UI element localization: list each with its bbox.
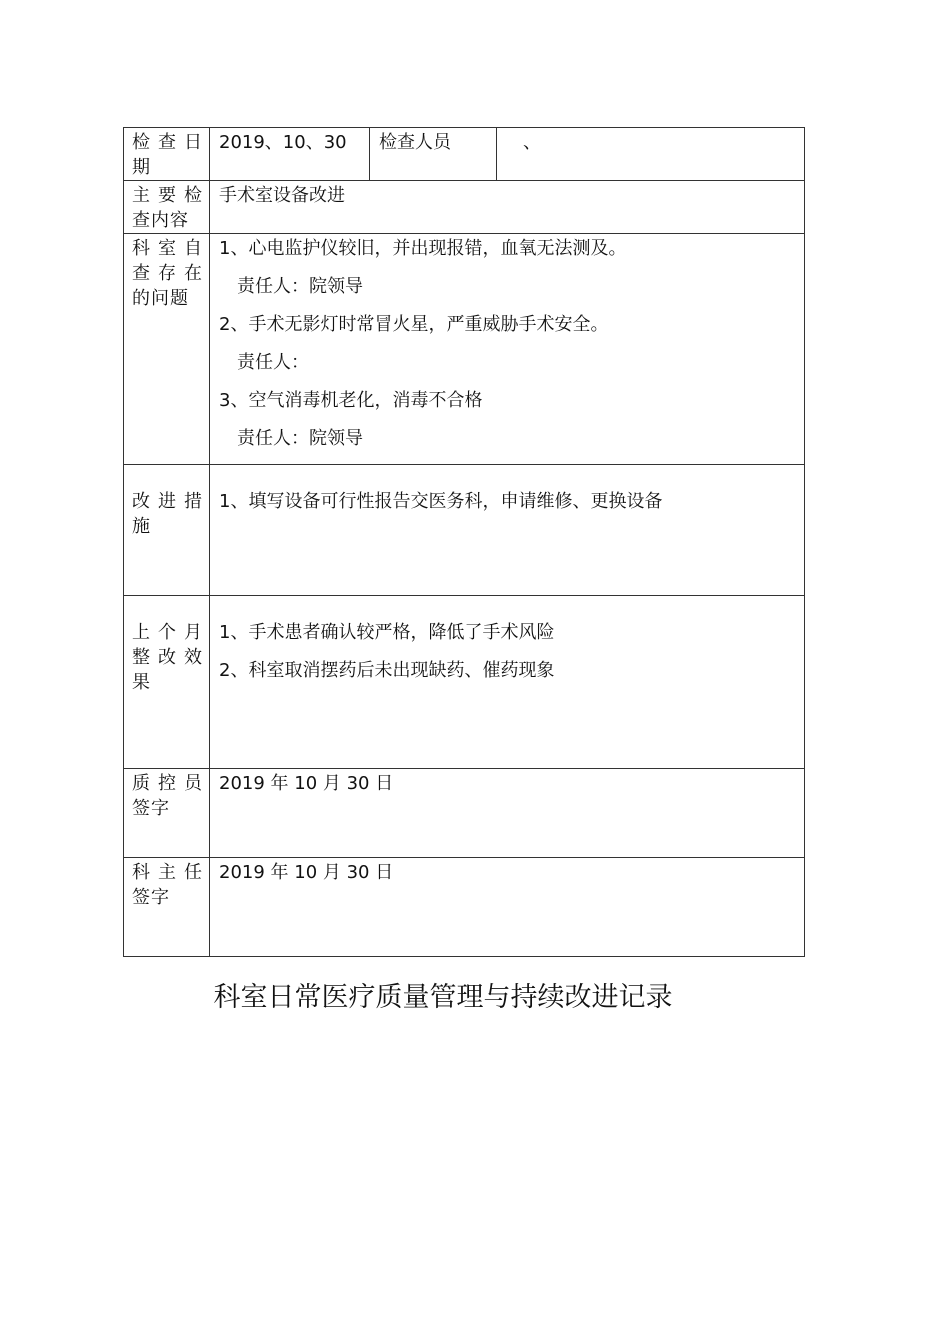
last-month-content — [210, 596, 805, 769]
problem-item: 1、心电监护仪较旧，并出现报错，血氧无法测及。 — [219, 238, 627, 259]
problems-content — [210, 234, 805, 465]
responsible-person: 责任人：院领导 — [237, 428, 363, 449]
problem-item: 2、手术无影灯时常冒火星，严重威胁手术安全。 — [219, 314, 609, 335]
responsible-person: 责任人：院领导 — [237, 276, 363, 297]
director-signature-label: 科 主 任 签字 — [124, 858, 210, 957]
document-title: 科室日常医疗质量管理与持续改进记录 — [213, 982, 673, 1013]
row-inspection-date — [124, 128, 805, 181]
effect-item: 2、科室取消摆药后未出现缺药、催药现象 — [219, 660, 555, 681]
responsible-person: 责任人： — [237, 352, 309, 373]
qc-signature-date: 2019 年 10 月 30 日 — [210, 769, 805, 858]
problem-item: 3、空气消毒机老化，消毒不合格 — [219, 390, 483, 411]
measure-item: 1、填写设备可行性报告交医务科，申请维修、更换设备 — [219, 491, 663, 512]
measures-label: 改 进 措 施 — [124, 465, 210, 596]
main-content-label: 主 要 检 查内容 — [124, 181, 210, 234]
row-qc-signature — [124, 769, 805, 858]
inspection-date-label: 检 查 日 期 — [124, 128, 210, 181]
row-main-content — [124, 181, 805, 234]
row-director-signature — [124, 858, 805, 957]
row-improvement-measures — [124, 465, 805, 596]
inspector-value: 、 — [497, 128, 805, 181]
qc-signature-label: 质 控 员 签字 — [124, 769, 210, 858]
main-content-value: 手术室设备改进 — [210, 181, 805, 234]
record-table — [123, 127, 805, 957]
measures-content — [210, 465, 805, 596]
row-self-check-problems — [124, 234, 805, 465]
effect-item: 1、手术患者确认较严格，降低了手术风险 — [219, 622, 555, 643]
problems-label: 科 室 自 查 存 在 的问题 — [124, 234, 210, 465]
director-signature-date: 2019 年 10 月 30 日 — [210, 858, 805, 957]
quality-record-form — [123, 127, 804, 957]
row-last-month-effect — [124, 596, 805, 769]
last-month-label: 上 个 月 整 改 效 果 — [124, 596, 210, 769]
inspection-date-value: 2019、10、30 — [210, 128, 370, 181]
inspector-label: 检查人员 — [370, 128, 497, 181]
